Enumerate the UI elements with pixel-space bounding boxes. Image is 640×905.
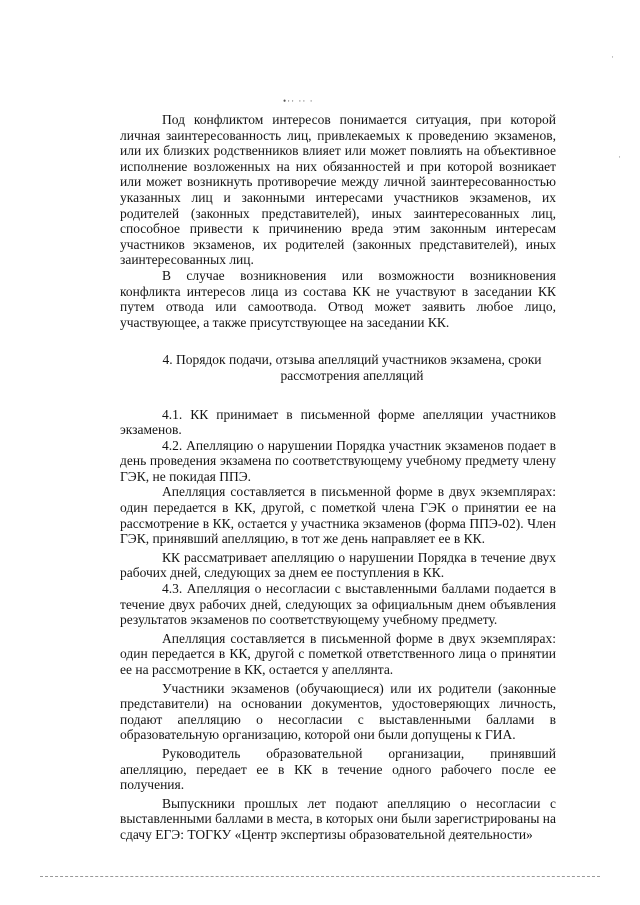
scan-header-mark: •·· ·· · [283, 96, 314, 106]
paragraph-4-1: 4.1. КК принимает в письменной форме апелляции участников экзаменов. [120, 406, 556, 438]
paragraph-participants-submit: Участники экзаменов (обучающиеся) или их родители (законные представители) на основании документов, удостоверяющих личность, подают апелляцию о несогласии с выставленными баллами в образовательную организацию, которой они были допущены к ГИА. [120, 680, 556, 743]
scan-footer-line [40, 876, 600, 877]
paragraph-appeal-copies: Апелляция составляется в письменной форме в двух экземплярах: один передается в КК, другой, с пометкой члена ГЭК о принятии ее на рассмотрение в КК, остается у участника экзаменов (форма ППЭ-02). Член ГЭК, принявший апелляцию, в тот же день направляет ее в КК. [120, 484, 556, 547]
paragraph-conflict-recusal: В случае возникновения или возможности возникновения конфликта интересов лица из состава КК не участвуют в заседании КК путем отвода или самоотвода. Отвод может заявить любое лицо, участвующее, а также присутствующее на заседании КК. [120, 267, 556, 330]
paragraph-graduates: Выпускники прошлых лет подают апелляцию о несогласии с выставленными баллами в места, в которых они были зарегистрированы на сдачу ЕГЭ: ТОГКУ «Центр экспертизы образовательной деятельности» [120, 795, 556, 842]
paragraph-conflict-definition: Под конфликтом интересов понимается ситуация, при которой личная заинтересованность лиц, привлекаемых к проведению экзаменов, или их близких родственников влияет или может повлиять на объективное исполнение возложенных на них обязанностей и при которой возникает или может возникнуть противоречие между личной заинтересованностью указанных лиц и законными интересами участников экзаменов, их родителей (законных представителей), иных заинтересованных лиц, способное привести к причинению вреда этим законным интересам участников экзаменов, их родителей (законных представителей), иных заинтересованных лиц. [120, 112, 556, 268]
paragraph-appeal-review: КК рассматривает апелляцию о нарушении Порядка в течение двух рабочих дней, следующих за днем ее поступления в КК. [120, 549, 556, 581]
paragraph-head-of-organization: Руководитель образовательной организации, принявший апелляцию, передает ее в КК в течение одного рабочего после ее получения. [120, 745, 556, 793]
document-body [120, 112, 556, 843]
scan-artifact: · [611, 52, 614, 62]
paragraph-appeal-copies-2: Апелляция составляется в письменной форме в двух экземплярах: один передается в КК, другой с пометкой ответственного лица о принятии ее на рассмотрение в КК, остается у апеллянта. [120, 630, 556, 677]
paragraph-4-2: 4.2. Апелляцию о нарушении Порядка участник экзаменов подает в день проведения экзамена по соответствующему учебному предмету члену ГЭК, не покидая ППЭ. [120, 437, 556, 484]
scan-artifact: · [618, 152, 621, 162]
paragraph-4-3: 4.3. Апелляция о несогласии с выставленными баллами подается в течение двух рабочих дней, следующих за официальным днем объявления результатов экзаменов по соответствующему учебному предмету. [120, 581, 556, 628]
section-heading: 4. Порядок подачи, отзыва апелляций участников экзамена, сроки рассмотрения апелляций [162, 352, 542, 383]
